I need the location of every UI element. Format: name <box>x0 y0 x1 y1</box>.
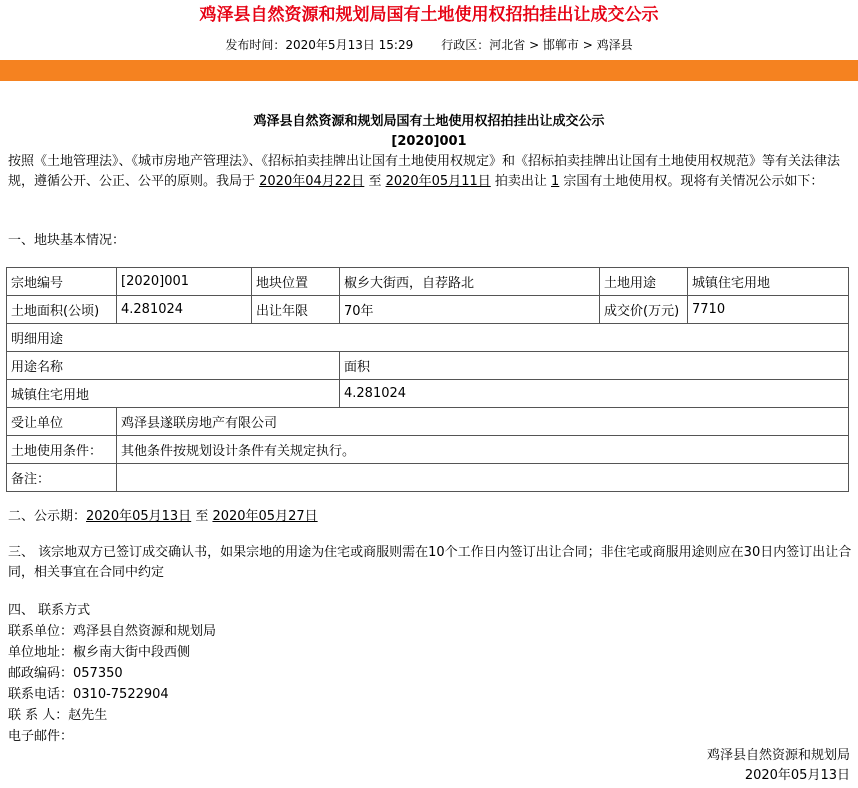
contact-address <box>8 642 216 663</box>
table-row <box>7 464 849 492</box>
publish-meta <box>0 37 858 53</box>
intro-text: 按照《土地管理法》、《城市房地产管理法》、《招标拍卖挂牌出让国有土地使用权规定》和《招标拍卖挂牌出让国有土地使用权规范》等有关法律法规，遵循公开、公正、公平的原则。我局于 <box>8 154 841 189</box>
intro-text-3: 宗国有土地使用权。现将有关情况公示如下： <box>559 174 824 189</box>
table-row <box>7 436 849 464</box>
intro-to: 至 <box>364 174 386 189</box>
document-number: [2020]001 <box>391 134 467 149</box>
land-use: 城镇住宅用地 <box>688 268 849 296</box>
land-use-label: 土地用途 <box>600 268 688 296</box>
section-2-label: 二、公示期： <box>8 509 87 524</box>
publish-time-label: 发布时间： <box>225 38 286 52</box>
contact-address-value: 椒乡南大街中段西侧 <box>73 645 191 660</box>
contact-person-value: 赵先生 <box>68 708 108 723</box>
signature-date: 2020年05月13日 <box>744 768 850 783</box>
contact-postcode-label: 邮政编码： <box>8 666 74 681</box>
intro-paragraph <box>8 152 854 192</box>
contact-postcode-value: 057350 <box>73 666 123 681</box>
signature-org: 鸡泽县自然资源和规划局 <box>706 748 850 763</box>
contact-phone-label: 联系电话： <box>8 687 74 702</box>
publicity-start-date: 2020年05月13日 <box>86 509 192 524</box>
remarks-label: 备注： <box>7 464 117 492</box>
auction-start-date: 2020年04月22日 <box>259 174 365 189</box>
area-header: 面积 <box>340 352 849 380</box>
parcel-count: 1 <box>551 174 560 189</box>
contact-person <box>8 705 216 726</box>
intro-text-2: 拍卖出让 <box>490 174 552 189</box>
section-1-heading: 一、地块基本情况： <box>8 233 126 248</box>
section-3: 三、 该宗地双方已签订成交确认书，如果宗地的用途为住宅或商服则需在10个工作日内签订出让合同；非住宅或商服用途则应在30日内签订出让合同，相关事宜在合同中约定 <box>8 545 852 580</box>
contact-unit-value: 鸡泽县自然资源和规划局 <box>73 624 217 639</box>
price-label: 成交价(万元) <box>600 296 688 324</box>
detail-use-label: 明细用途 <box>7 324 849 352</box>
contact-section <box>8 600 216 747</box>
region-label: 行政区： <box>441 38 490 52</box>
contact-unit <box>8 621 216 642</box>
table-row <box>7 324 849 352</box>
contact-phone-value: 0310-7522904 <box>73 687 169 702</box>
auction-end-date: 2020年05月11日 <box>385 174 491 189</box>
table-row <box>7 268 849 296</box>
contact-person-label: 联 系 人： <box>8 708 69 723</box>
section-2 <box>8 507 854 527</box>
table-row <box>7 408 849 436</box>
conditions-label: 土地使用条件： <box>7 436 117 464</box>
document-title: 鸡泽县自然资源和规划局国有土地使用权招拍挂出让成交公示 <box>253 114 605 129</box>
use-name-header: 用途名称 <box>7 352 340 380</box>
table-row <box>7 352 849 380</box>
area: 4.281024 <box>117 296 252 324</box>
conditions: 其他条件按规划设计条件有关规定执行。 <box>117 436 849 464</box>
contact-postcode <box>8 663 216 684</box>
detail-area: 4.281024 <box>340 380 849 408</box>
contact-email <box>8 726 216 747</box>
remarks <box>117 464 849 492</box>
contact-phone <box>8 684 216 705</box>
term: 70年 <box>340 296 600 324</box>
region-breadcrumb: 河北省 > 邯郸市 > 鸡泽县 <box>489 38 633 52</box>
parcel-no-label: 宗地编号 <box>7 268 117 296</box>
publicity-end-date: 2020年05月27日 <box>212 509 318 524</box>
grantee-label: 受让单位 <box>7 408 117 436</box>
detail-use: 城镇住宅用地 <box>7 380 340 408</box>
price: 7710 <box>688 296 849 324</box>
parcel-no: [2020]001 <box>117 268 252 296</box>
contact-email-label: 电子邮件： <box>8 729 74 744</box>
term-label: 出让年限 <box>252 296 340 324</box>
contact-address-label: 单位地址： <box>8 645 74 660</box>
section-2-to: 至 <box>191 509 213 524</box>
accent-bar <box>0 60 858 81</box>
table-row <box>7 296 849 324</box>
table-row <box>7 380 849 408</box>
publish-time: 2020年5月13日 15:29 <box>285 38 414 52</box>
land-info-table <box>6 267 849 492</box>
area-label: 土地面积(公顷) <box>7 296 117 324</box>
contact-unit-label: 联系单位： <box>8 624 74 639</box>
page-title: 鸡泽县自然资源和规划局国有土地使用权招拍挂出让成交公示 <box>199 5 659 25</box>
location-label: 地块位置 <box>252 268 340 296</box>
section-4-heading: 四、 联系方式 <box>8 603 91 618</box>
signature-block <box>707 746 850 786</box>
grantee: 鸡泽县遂联房地产有限公司 <box>117 408 849 436</box>
location: 椒乡大街西，自荐路北 <box>340 268 600 296</box>
